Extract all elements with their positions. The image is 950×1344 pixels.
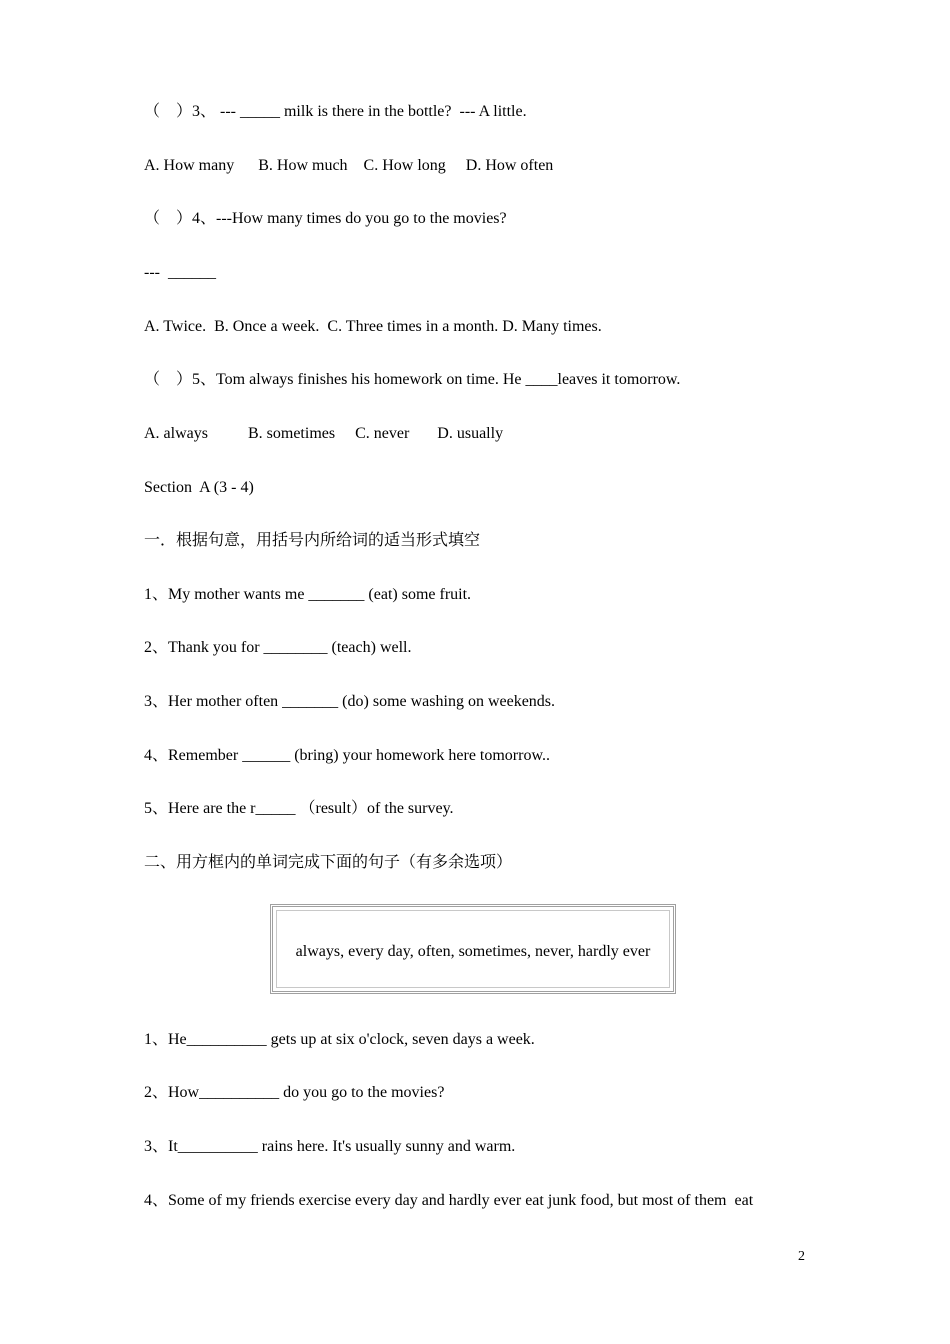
page-number: 2	[798, 1249, 805, 1264]
part2-heading: 二、用方框内的单词完成下面的句子（有多余选项）	[144, 854, 513, 871]
q5-options: A. always B. sometimes C. never D. usually	[144, 425, 504, 442]
part1-item-1: 1、My mother wants me _______ (eat) some fruit.	[144, 586, 472, 603]
section-heading: Section A (3 - 4)	[144, 479, 254, 496]
part1-item-2: 2、Thank you for ________ (teach) well.	[144, 639, 412, 656]
part1-item-3: 3、Her mother often _______ (do) some washing on weekends.	[144, 693, 556, 710]
word-box	[270, 904, 676, 994]
part1-item-4: 4、Remember ______ (bring) your homework here tomorrow..	[144, 747, 550, 764]
part2-item-3: 3、It__________ rains here. It's usually sunny and warm.	[144, 1138, 516, 1155]
q4-stem: （ ）4、---How many times do you go to the movies?	[144, 210, 507, 227]
part1-heading: 一．根据句意，用括号内所给词的适当形式填空	[144, 532, 481, 549]
q3-options: A. How many B. How much C. How long D. How often	[144, 157, 554, 174]
q3-stem: （ ）3、 --- _____ milk is there in the bottle? --- A little.	[144, 103, 527, 120]
q4-answer-line: --- ______	[144, 264, 216, 281]
part2-item-4: 4、Some of my friends exercise every day and hardly ever eat junk food, but most of them eat	[144, 1192, 754, 1209]
part2-item-2: 2、How__________ do you go to the movies?	[144, 1084, 445, 1101]
q4-options: A. Twice. B. Once a week. C. Three times in a month. D. Many times.	[144, 318, 602, 335]
word-box-text: always, every day, often, sometimes, never, hardly ever	[295, 943, 651, 960]
part1-item-5: 5、Here are the r_____ （result）of the survey.	[144, 800, 454, 817]
q5-stem: （ ）5、Tom always finishes his homework on time. He ____leaves it tomorrow.	[144, 371, 681, 388]
part2-item-1: 1、He__________ gets up at six o'clock, seven days a week.	[144, 1031, 535, 1048]
